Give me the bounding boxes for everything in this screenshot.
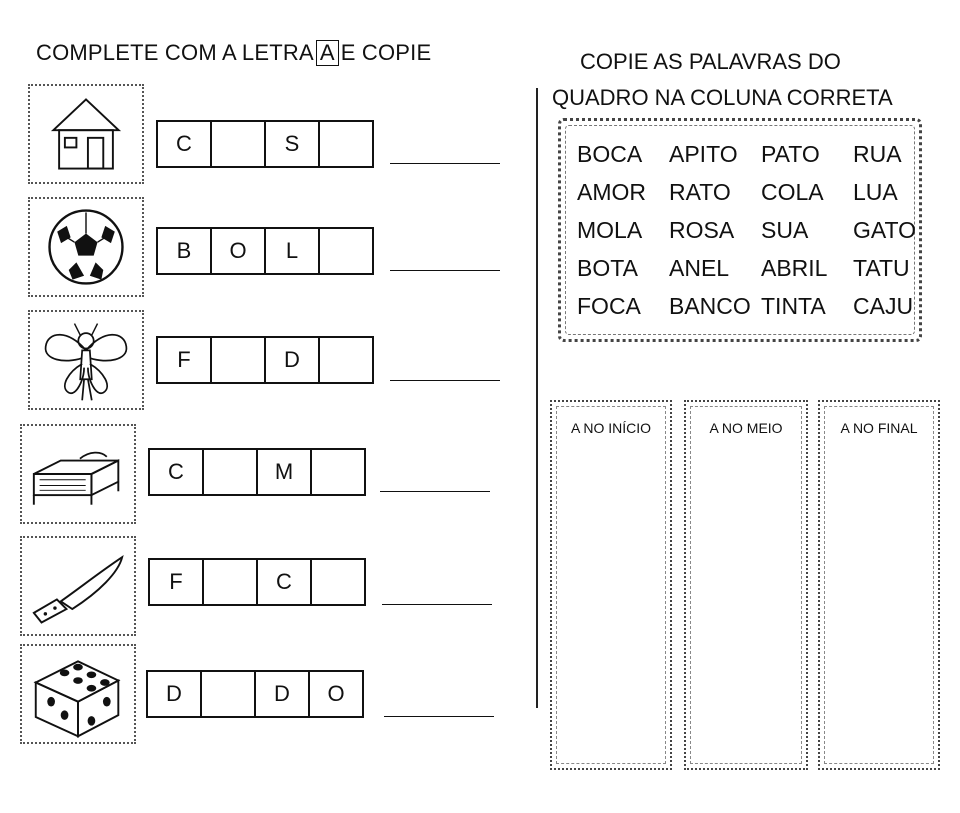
letter-box[interactable] (318, 227, 374, 275)
house-icon (30, 86, 142, 182)
letter-box[interactable]: B (156, 227, 212, 275)
letter-box[interactable]: D (146, 670, 202, 718)
left-title-before: COMPLETE COM A LETRA (36, 40, 314, 65)
letter-box[interactable] (202, 558, 258, 606)
word: RATO (669, 178, 731, 205)
knife-picture (20, 536, 136, 636)
knife-icon (22, 538, 134, 634)
column-inner-border (556, 406, 666, 764)
letter-boxes-4 (148, 448, 364, 496)
letter-box[interactable]: L (264, 227, 320, 275)
word: SUA (761, 216, 809, 243)
answer-line-2[interactable] (390, 270, 500, 271)
soccer-ball-icon (30, 199, 142, 295)
house-picture (28, 84, 144, 184)
letter-boxes-3 (156, 336, 372, 384)
word-bank-row (577, 173, 919, 211)
highlighted-letter: A (316, 40, 339, 66)
left-instruction-title (36, 40, 431, 66)
word: TATU (853, 254, 910, 281)
word: ANEL (669, 254, 730, 281)
word: PATO (761, 140, 820, 167)
column-label: A NO INÍCIO (570, 420, 652, 436)
letter-box[interactable]: O (210, 227, 266, 275)
letter-box[interactable]: D (264, 336, 320, 384)
word: RUA (853, 140, 902, 167)
letter-boxes-6 (146, 670, 362, 718)
column-label: A NO FINAL (840, 420, 918, 436)
answer-line-3[interactable] (390, 380, 500, 381)
fairy-picture (28, 310, 144, 410)
letter-box[interactable] (310, 448, 366, 496)
word: GATO (853, 216, 917, 243)
right-title-line2: QUADRO NA COLUNA CORRETA (552, 85, 893, 110)
word: BOTA (577, 254, 638, 281)
bed-picture (20, 424, 136, 524)
letter-box[interactable]: F (148, 558, 204, 606)
letter-box[interactable]: C (148, 448, 204, 496)
column-divider (536, 88, 538, 708)
word: ABRIL (761, 254, 828, 281)
right-title-line1: COPIE AS PALAVRAS DO (580, 49, 841, 74)
left-title-after: E COPIE (340, 40, 432, 65)
word: LUA (853, 178, 898, 205)
letter-box[interactable] (318, 336, 374, 384)
word-bank-row (577, 287, 919, 325)
dice-picture (20, 644, 136, 744)
letter-boxes-5 (148, 558, 364, 606)
column-label: A NO MEIO (709, 420, 783, 436)
letter-box[interactable] (202, 448, 258, 496)
word: MOLA (577, 216, 643, 243)
letter-box[interactable] (318, 120, 374, 168)
column-a-no-inicio[interactable] (550, 400, 672, 770)
letter-box[interactable] (310, 558, 366, 606)
column-a-no-final[interactable] (818, 400, 940, 770)
letter-box[interactable]: C (256, 558, 312, 606)
letter-box[interactable] (210, 120, 266, 168)
letter-box[interactable]: D (254, 670, 310, 718)
fairy-icon (30, 312, 142, 408)
word: FOCA (577, 292, 641, 319)
column-inner-border (824, 406, 934, 764)
letter-box[interactable]: S (264, 120, 320, 168)
word-bank-row (577, 211, 919, 249)
word: AMOR (577, 178, 646, 205)
word-bank (558, 118, 922, 342)
word: TINTA (761, 292, 826, 319)
letter-boxes-2 (156, 227, 372, 275)
column-inner-border (690, 406, 802, 764)
letter-box[interactable]: C (156, 120, 212, 168)
word: CAJU (853, 292, 914, 319)
letter-box[interactable]: O (308, 670, 364, 718)
dice-icon (22, 646, 134, 742)
answer-line-4[interactable] (380, 491, 490, 492)
letter-boxes-1 (156, 120, 372, 168)
letter-box[interactable] (200, 670, 256, 718)
right-instruction-title (552, 44, 893, 116)
word: ROSA (669, 216, 735, 243)
answer-line-1[interactable] (390, 163, 500, 164)
answer-line-6[interactable] (384, 716, 494, 717)
ball-picture (28, 197, 144, 297)
word-bank-row (577, 249, 919, 287)
column-a-no-meio[interactable] (684, 400, 808, 770)
letter-box[interactable]: M (256, 448, 312, 496)
letter-box[interactable] (210, 336, 266, 384)
word: BOCA (577, 140, 643, 167)
letter-box[interactable]: F (156, 336, 212, 384)
answer-line-5[interactable] (382, 604, 492, 605)
word-bank-row (577, 135, 919, 173)
word: BANCO (669, 292, 751, 319)
word: APITO (669, 140, 738, 167)
word: COLA (761, 178, 824, 205)
bed-icon (22, 426, 134, 522)
